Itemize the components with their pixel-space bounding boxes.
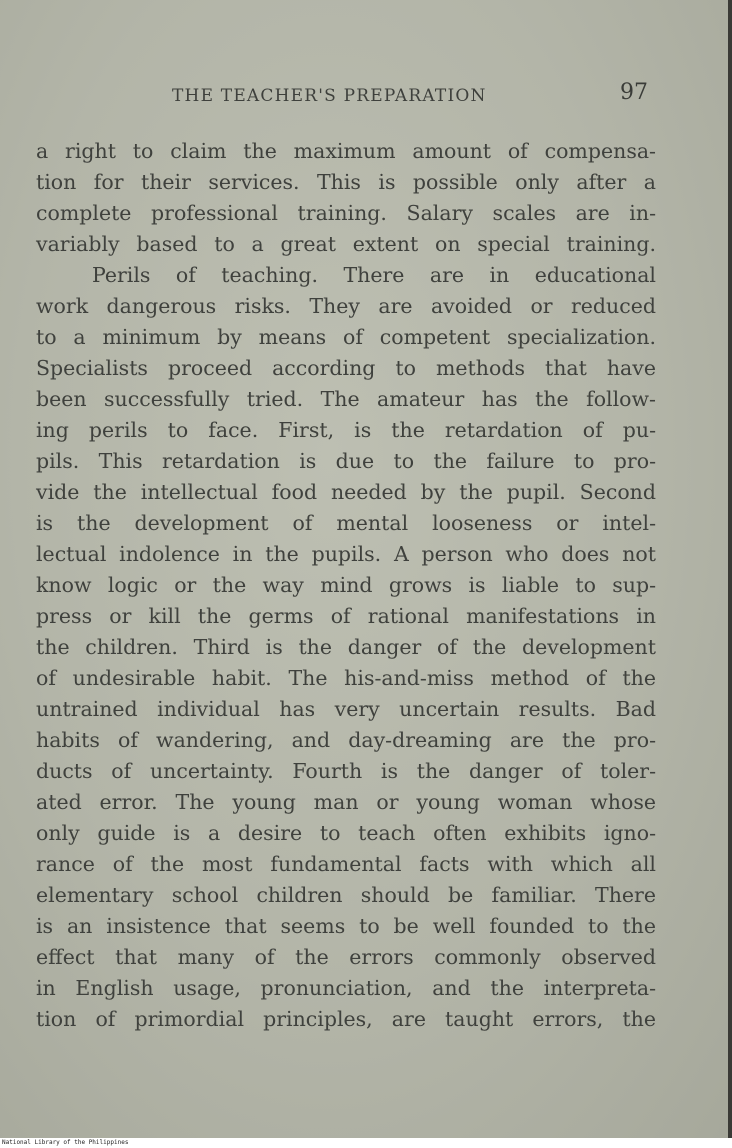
text-line: press or kill the germs of rational manifestations in	[36, 604, 656, 628]
text-line: Specialists proceed according to methods that have	[36, 356, 656, 380]
text-line: the children. Third is the danger of the development	[36, 635, 656, 659]
text-line: is an insistence that seems to be well founded to the	[36, 914, 656, 938]
text-line: habits of wandering, and day-dreaming are the pro-	[36, 728, 656, 752]
text-line: variably based to a great extent on special training.	[36, 232, 656, 256]
text-line: complete professional training. Salary scales are in-	[36, 201, 656, 225]
text-line: work dangerous risks. They are avoided or reduced	[36, 294, 656, 318]
page-number: 97	[620, 80, 648, 105]
text-line: effect that many of the errors commonly observed	[36, 945, 656, 969]
text-line: untrained individual has very uncertain results. Bad	[36, 697, 656, 721]
body-text	[36, 136, 656, 1035]
text-line: only guide is a desire to teach often exhibits igno-	[36, 821, 656, 845]
text-line: to a minimum by means of competent specialization.	[36, 325, 656, 349]
text-line: know logic or the way mind grows is liable to sup-	[36, 573, 656, 597]
text-line: vide the intellectual food needed by the pupil. Second	[36, 480, 656, 504]
running-title: THE TEACHER'S PREPARATION	[172, 86, 487, 106]
text-line: in English usage, pronunciation, and the interpreta-	[36, 976, 656, 1000]
text-line: tion of primordial principles, are taught errors, the	[36, 1007, 656, 1031]
page-edge-shadow	[728, 0, 732, 1138]
text-line: a right to claim the maximum amount of compensa-	[36, 139, 656, 163]
text-line: pils. This retardation is due to the failure to pro-	[36, 449, 656, 473]
text-line: ated error. The young man or young woman whose	[36, 790, 656, 814]
text-line: is the development of mental looseness or intel-	[36, 511, 656, 535]
scan-credit-bar	[0, 1138, 732, 1148]
text-line: of undesirable habit. The his-and-miss method of the	[36, 666, 656, 690]
text-line: ducts of uncertainty. Fourth is the danger of toler-	[36, 759, 656, 783]
page-header	[0, 80, 732, 110]
paragraph-first-line: Perils of teaching. There are in educational	[92, 263, 656, 287]
text-line: tion for their services. This is possible only after a	[36, 170, 656, 194]
text-line: elementary school children should be familiar. There	[36, 883, 656, 907]
text-line: ing perils to face. First, is the retardation of pu-	[36, 418, 656, 442]
scan-credit-text: National Library of the Philippines	[2, 1139, 129, 1146]
text-line: been successfully tried. The amateur has the follow-	[36, 387, 656, 411]
text-line: lectual indolence in the pupils. A person who does not	[36, 542, 656, 566]
text-line: rance of the most fundamental facts with which all	[36, 852, 656, 876]
